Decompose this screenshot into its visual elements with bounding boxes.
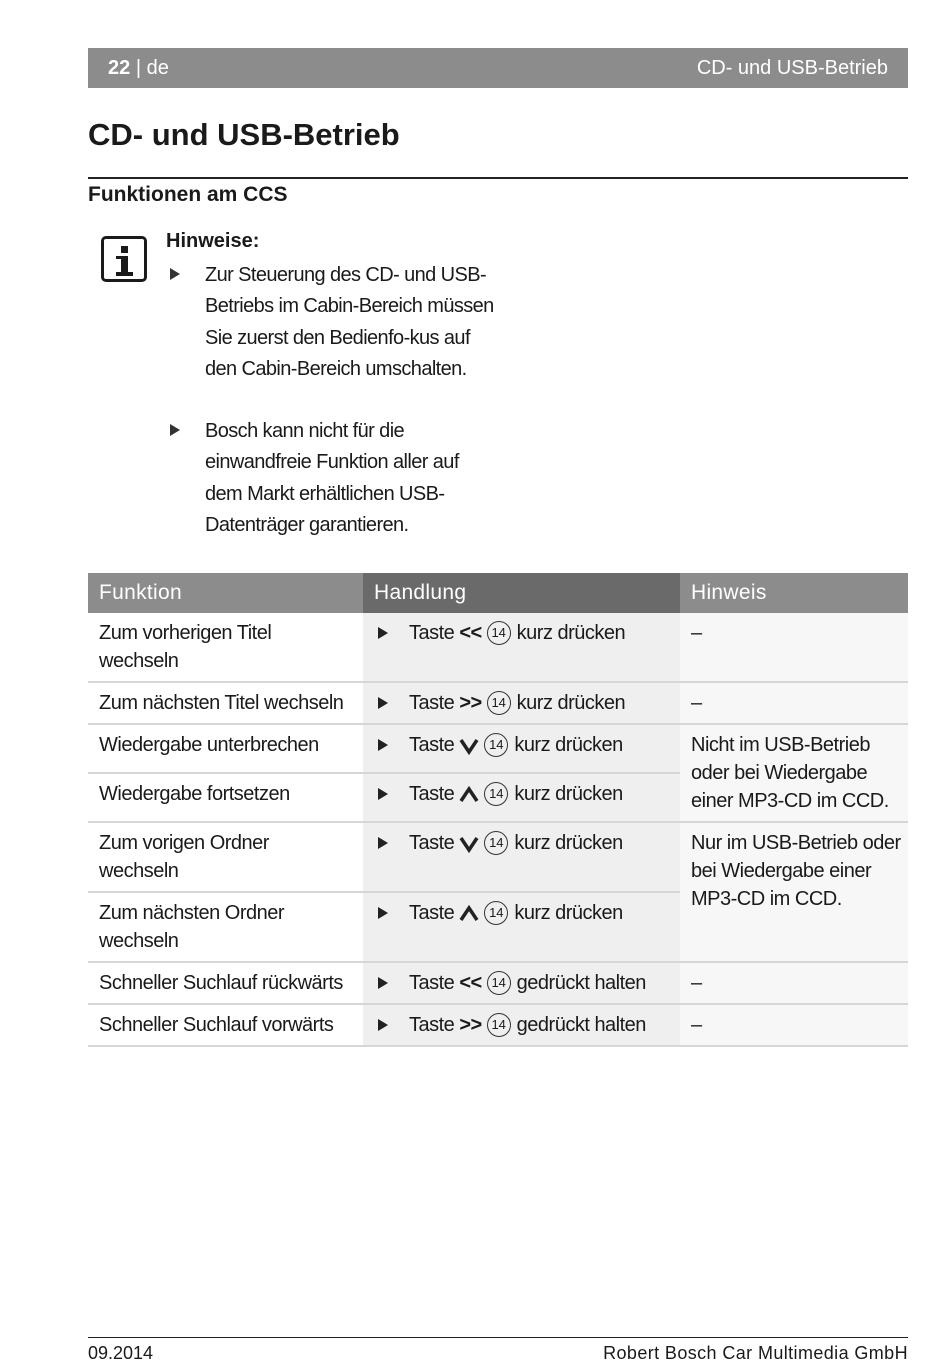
action-triangle-icon [378,788,388,800]
control-number-badge: 14 [484,901,508,925]
cell-funktion: Wiedergabe unterbrechen [88,724,363,773]
info-icon [101,236,147,282]
cell-handlung [363,892,680,962]
table-row [88,724,908,773]
chevron-up-icon [459,905,479,923]
column-header-hinweis: Hinweis [680,573,908,613]
control-number-badge: 14 [487,621,511,645]
header-separator: | [135,57,142,79]
language-label: de [146,57,169,79]
header-left [108,57,169,80]
action-text: kurz drücken [514,783,623,805]
note-text: Bosch kann nicht für die einwandfreie Funktion aller auf dem Markt erhältlichen USB-Datenträger garantieren. [205,420,459,536]
control-number-badge: 14 [484,831,508,855]
control-number-badge: 14 [484,733,508,757]
cell-funktion: Schneller Suchlauf vorwärts [88,1004,363,1046]
cell-handlung [363,724,680,773]
bullet-triangle-icon [170,268,180,280]
footer-company: Robert Bosch Car Multimedia GmbH [603,1343,908,1363]
action-triangle-icon [378,627,388,639]
action-text: kurz drücken [514,734,623,756]
cell-hinweis: Nicht im USB-Betrieb oder bei Wiedergabe einer MP3-CD im CCD. [680,724,908,822]
cell-handlung [363,822,680,892]
key-word: Taste [409,783,455,805]
action-text: kurz drücken [516,692,626,714]
chevron-down-icon [459,737,479,755]
note-item [166,416,496,541]
key-word: Taste [409,1014,455,1036]
cell-handlung [363,682,680,724]
control-number-badge: 14 [487,691,511,715]
column-header-funktion: Funktion [88,573,363,613]
table-row [88,1004,908,1046]
table-row [88,613,908,682]
cell-funktion: Wiedergabe fortsetzen [88,773,363,822]
table-row [88,682,908,724]
forward-key: >> [459,692,482,714]
cell-funktion: Zum nächsten Ordner wechseln [88,892,363,962]
cell-handlung [363,962,680,1004]
function-table [88,573,908,1047]
control-number-badge: 14 [487,1013,511,1037]
action-triangle-icon [378,977,388,989]
action-text: gedrückt halten [516,1014,646,1036]
cell-hinweis: – [680,1004,908,1046]
rewind-key: << [459,972,482,994]
note-text: Zur Steuerung des CD- und USB-Betriebs im Cabin-Bereich müssen Sie zuerst den Bedienfo-kus auf den Cabin-Bereich umschalten. [205,264,494,380]
note-item [166,260,496,385]
key-word: Taste [409,902,455,924]
page-header [88,48,908,88]
cell-funktion: Zum nächsten Titel wechseln [88,682,363,724]
chevron-up-icon [459,786,479,804]
key-word: Taste [409,734,455,756]
control-number-badge: 14 [484,782,508,806]
control-number-badge: 14 [487,971,511,995]
cell-handlung [363,613,680,682]
cell-handlung [363,1004,680,1046]
cell-funktion: Zum vorherigen Titel wechseln [88,613,363,682]
table-row [88,962,908,1004]
key-word: Taste [409,622,455,644]
action-triangle-icon [378,739,388,751]
footer-divider [88,1337,908,1338]
footer-date: 09.2014 [88,1343,154,1363]
column-header-handlung: Handlung [363,573,680,613]
action-triangle-icon [378,837,388,849]
page-number: 22 [108,57,131,79]
chevron-down-icon [459,835,479,853]
title-divider [88,177,908,179]
action-triangle-icon [378,907,388,919]
action-triangle-icon [378,697,388,709]
table-header-row [88,573,908,613]
cell-hinweis: – [680,682,908,724]
cell-hinweis: – [680,962,908,1004]
cell-handlung [363,773,680,822]
bullet-triangle-icon [170,424,180,436]
key-word: Taste [409,972,455,994]
cell-hinweis: Nur im USB-Betrieb oder bei Wiedergabe einer MP3-CD im CCD. [680,822,908,962]
action-text: kurz drücken [516,622,626,644]
action-text: gedrückt halten [516,972,646,994]
cell-hinweis: – [680,613,908,682]
cell-funktion: Schneller Suchlauf rückwärts [88,962,363,1004]
action-triangle-icon [378,1019,388,1031]
header-section: CD- und USB-Betrieb [696,57,888,79]
page-title: CD- und USB-Betrieb [88,117,400,152]
forward-key: >> [459,1014,482,1036]
table-row [88,822,908,892]
key-word: Taste [409,692,455,714]
action-text: kurz drücken [514,832,623,854]
section-subtitle: Funktionen am CCS [88,183,288,206]
cell-funktion: Zum vorigen Ordner wechseln [88,822,363,892]
action-text: kurz drücken [514,902,623,924]
rewind-key: << [459,622,482,644]
notes-heading: Hinweise: [166,230,260,252]
key-word: Taste [409,832,455,854]
